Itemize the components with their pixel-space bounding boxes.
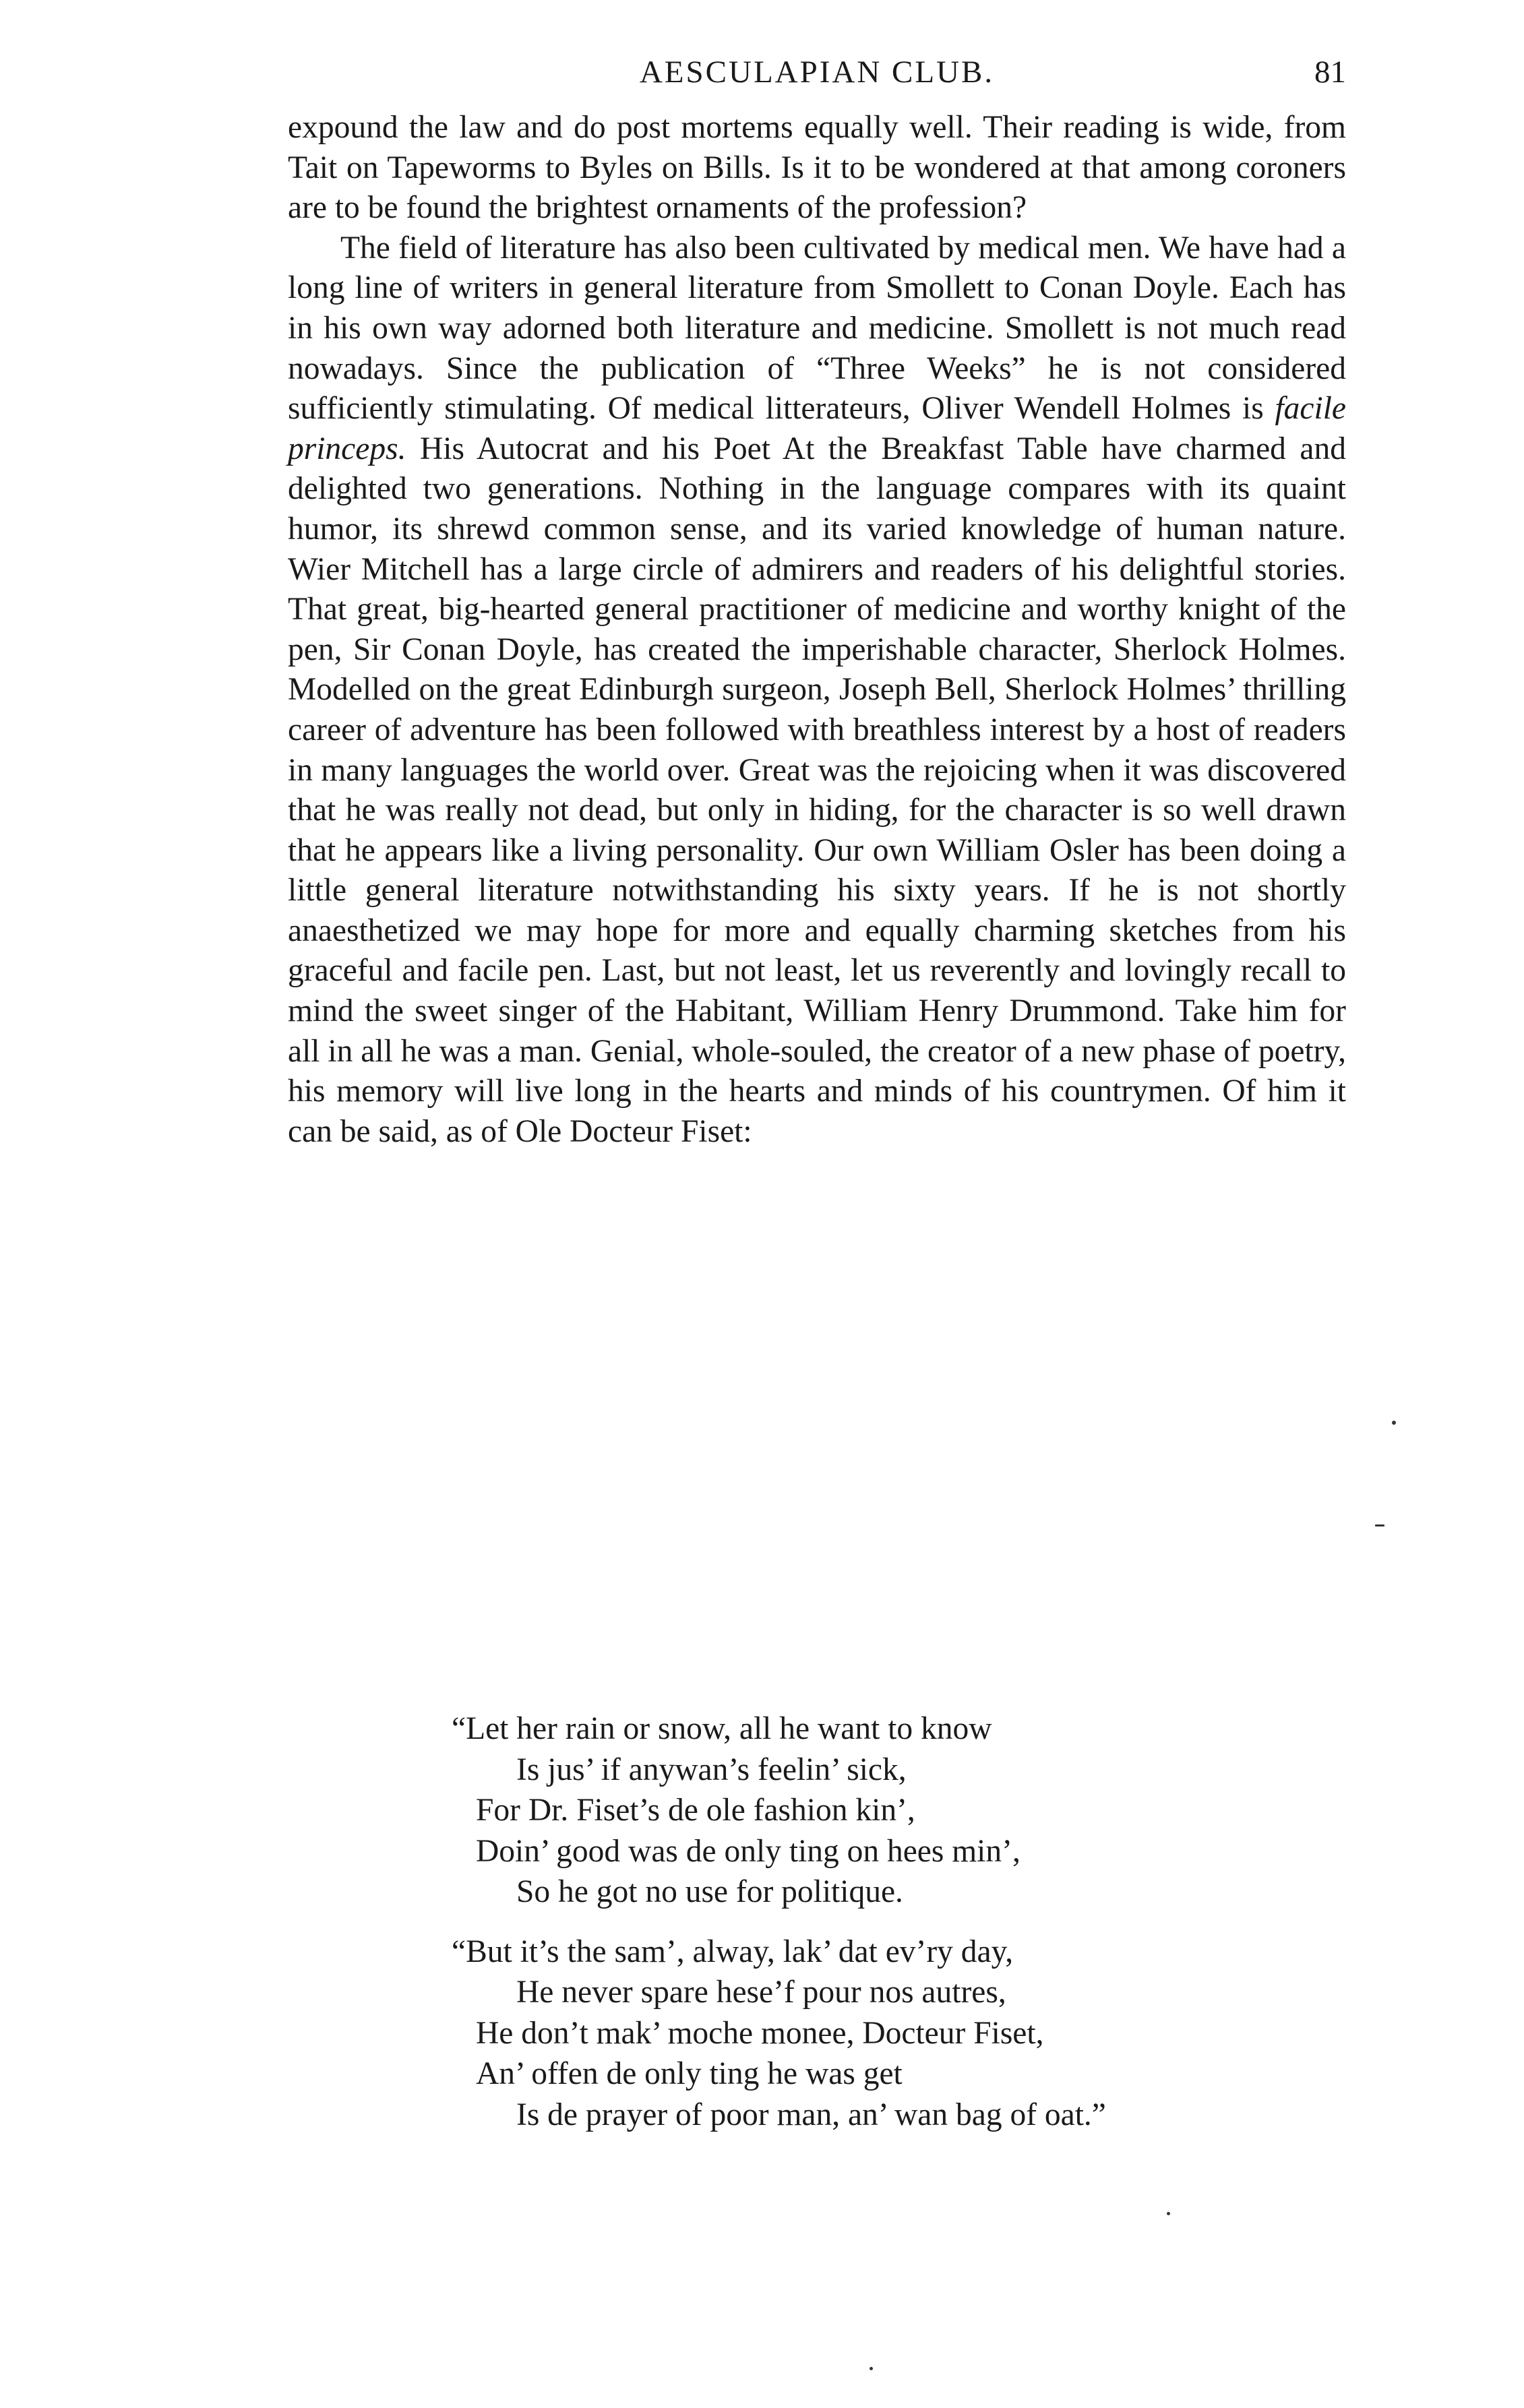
body-text bbox=[288, 108, 1346, 1152]
paragraph-1: expound the law and do post mortems equally well. Their reading is wide, from Tait on Tapeworms to Byles on Bills. Is it to be wondered at that among coroners are to be found the brightest ornaments of the profession? bbox=[288, 110, 1346, 226]
stanza-2 bbox=[452, 1932, 1328, 2136]
verse-line: Is de prayer of poor man, an’ wan bag of oat.” bbox=[516, 2097, 1106, 2132]
verse-line: “But it’s the sam’, alway, lak’ dat ev’ry day, bbox=[452, 1934, 1014, 1969]
running-head bbox=[288, 54, 1346, 94]
paragraph-2-part-2: His Autocrat and his Poet At the Breakfast Table have charmed and delighted two generations. Nothing in the language compares with its quaint humor, its shrewd common sense, and its varied knowledge of human nature. Wier Mitchell has a large circle of admirers and readers of his delightful stories. That great, big-hearted general practitioner of medicine and worthy knight of the pen, Sir Conan Doyle, has created the imperishable character, Sherlock Holmes. Modelled on the great Edinburgh surgeon, Joseph Bell, Sherlock Holmes’ thrilling career of adventure has been followed with breathless interest by a host of readers in many languages the world over. Great was the rejoicing when it was discovered that he was really not dead, but only in hiding, for the character is so well drawn that he appears like a living personality. Our own William Osler has been doing a little general literature notwithstanding his sixty years. If he is not shortly anaesthetized we may hope for more and equally charming sketches from his graceful and facile pen. Last, but not least, let us reverently and lovingly recall to mind the sweet singer of the Habitant, William Henry Drummond. Take him for all in all he was a man. Genial, whole-souled, the creator of a new phase of poetry, his memory will live long in the hearts and minds of his countrymen. Of him it can be said, as of Ole Docteur Fiset: bbox=[288, 431, 1346, 1149]
paragraph-2-part-1: The field of literature has also been cultivated by medical men. We have had a long line of writers in general literature from Smollett to Conan Doyle. Each has in his own way adorned both literature and medicine. Smollett is not much read nowadays. Since the publication of “Three Weeks” he is not considered sufficiently stimulating. Of medical litterateurs, Oliver Wendell Holmes is bbox=[288, 230, 1346, 427]
verse-line: Is jus’ if anywan’s feelin’ sick, bbox=[516, 1752, 907, 1787]
verse-line: Doin’ good was de only ting on hees min’, bbox=[476, 1833, 1020, 1869]
scan-speck bbox=[1392, 1421, 1396, 1425]
running-title: AESCULAPIAN CLUB. bbox=[639, 55, 995, 90]
stanza-1 bbox=[452, 1708, 1328, 1913]
page-number: 81 bbox=[1314, 55, 1346, 90]
italic-phrase: facile princeps. bbox=[288, 391, 1346, 466]
paragraph-2 bbox=[288, 228, 1346, 1152]
verse-line: So he got no use for politique. bbox=[516, 1874, 903, 1909]
verse-quotation bbox=[452, 1708, 1328, 2154]
verse-line: He never spare hese’f pour nos autres, bbox=[516, 1975, 1006, 2010]
verse-line: An’ offen de only ting he was get bbox=[476, 2056, 903, 2091]
verse-line: “Let her rain or snow, all he want to know bbox=[452, 1711, 992, 1746]
scan-speck bbox=[870, 2367, 873, 2370]
verse-line: He don’t mak’ moche monee, Docteur Fiset, bbox=[476, 2015, 1044, 2051]
verse-line: For Dr. Fiset’s de ole fashion kin’, bbox=[476, 1793, 915, 1828]
scan-speck bbox=[1167, 2212, 1170, 2215]
scan-speck bbox=[1375, 1524, 1384, 1526]
